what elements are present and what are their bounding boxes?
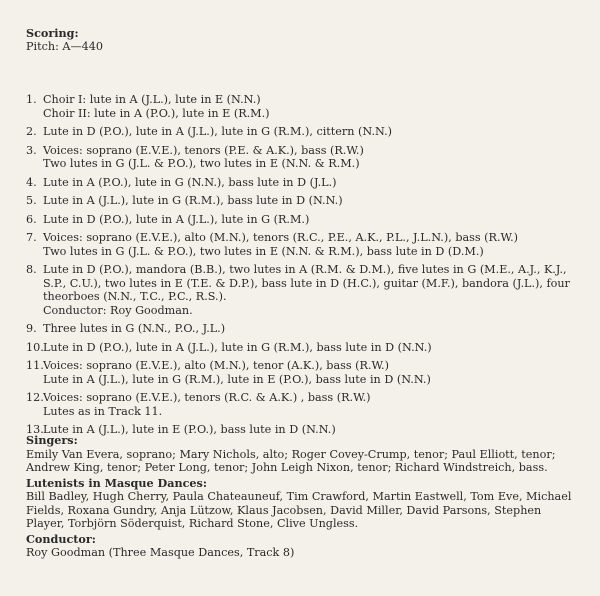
track-line: Lute in A (J.L.), lute in G (R.M.), bass lute in D (N.N.) — [43, 194, 343, 207]
track-line: Lute in A (P.O.), lute in G (N.N.), bass lute in D (J.L.) — [43, 175, 337, 189]
singers-text: Emily Van Evera, soprano; Mary Nichols, alto; Roger Covey-Crump, tenor; Paul Elliott, tenor; Andrew King, tenor; Peter Long, tenor; John Leigh Nixon, tenor; Richard Windstreich, bass. — [26, 447, 556, 474]
track-item — [26, 93, 578, 120]
track-line: Lute in D (P.O.), lute in A (J.L.), lute in G (R.M.), cittern (N.N.) — [43, 125, 393, 138]
track-item — [26, 322, 578, 336]
track-line: Lute in D (P.O.), mandora (B.B.), two lutes in A (R.M. & D.M.), five lutes in G (M.E., A.J., K.J., S.P., C.U.), two lutes in E (T.E. & D.P.), bass lute in D (H.C.), guitar (M.F.), bandora (J.L.), four theorboes (N.N., T.C., P.C., R.S.). — [43, 263, 570, 303]
track-item — [26, 213, 578, 227]
scoring-block — [26, 26, 103, 54]
track-description — [43, 213, 578, 227]
track-description — [43, 263, 578, 317]
scoring-title: Scoring: — [26, 26, 79, 40]
conductor-section — [26, 533, 578, 560]
track-description — [43, 322, 578, 336]
lutenists-text: Bill Badley, Hugh Cherry, Paula Chateauneuf, Tim Crawford, Martin Eastwell, Tom Eve, Michael Fields, Roxana Gundry, Anja Lützow, Klaus Jacobsen, David Miller, David Parsons, Stephen Player, Torbjörn Söderquist, Richard Stone, Clive Ungless. — [26, 490, 572, 530]
track-description — [43, 144, 578, 171]
track-description — [43, 391, 578, 418]
track-number: 6. — [26, 212, 37, 226]
track-number: 1. — [26, 93, 37, 106]
track-number: 13. — [26, 423, 44, 436]
lutenists-section — [26, 477, 578, 531]
pitch-line: Pitch: A—440 — [26, 40, 104, 53]
track-line: Voices: soprano (E.V.E.), tenors (P.E. & A.K.), bass (R.W.) — [43, 143, 364, 157]
track-line: Lute in D (P.O.), lute in A (J.L.), lute in G (R.M.) — [43, 212, 310, 226]
track-description — [43, 176, 578, 190]
track-item — [26, 194, 578, 208]
track-item — [26, 263, 578, 317]
track-description — [43, 194, 578, 208]
track-number: 4. — [26, 175, 37, 189]
track-line: Voices: soprano (E.V.E.), alto (M.N.), tenor (A.K.), bass (R.W.) — [43, 359, 389, 372]
track-number: 9. — [26, 322, 37, 335]
track-number: 8. — [26, 263, 37, 276]
track-number: 3. — [26, 143, 37, 157]
track-line: Lute in D (P.O.), lute in A (J.L.), lute in G (R.M.), bass lute in D (N.N.) — [43, 340, 432, 354]
track-line: Two lutes in G (J.L. & P.O.), two lutes in E (N.N. & R.M.), bass lute in D (D.M.) — [43, 244, 484, 258]
track-line: Two lutes in G (J.L. & P.O.), two lutes in E (N.N. & R.M.) — [43, 157, 360, 170]
track-item — [26, 125, 578, 139]
track-list — [26, 93, 578, 442]
credits-block — [26, 434, 578, 562]
track-line: Choir II: lute in A (P.O.), lute in E (R.M.) — [43, 106, 270, 120]
track-item — [26, 144, 578, 171]
track-line: Lutes as in Track 11. — [43, 404, 163, 418]
track-line: Choir I: lute in A (J.L.), lute in E (N.N.) — [43, 93, 261, 106]
track-description — [43, 341, 578, 355]
conductor-text: Roy Goodman (Three Masque Dances, Track 8) — [26, 546, 295, 559]
track-number: 12. — [26, 391, 44, 404]
track-description — [43, 231, 578, 258]
conductor-heading: Conductor: — [26, 531, 96, 546]
track-number: 11. — [26, 359, 44, 372]
track-line: Voices: soprano (E.V.E.), alto (M.N.), tenors (R.C., P.E., A.K., P.L., J.L.N.), bass (R.W.) — [43, 231, 518, 244]
singers-heading: Singers: — [26, 433, 78, 447]
track-line: Three lutes in G (N.N., P.O., J.L.) — [43, 322, 226, 335]
track-description — [43, 93, 578, 120]
lutenists-heading: Lutenists in Masque Dances: — [26, 475, 207, 490]
track-line: Voices: soprano (E.V.E.), tenors (R.C. & A.K.) , bass (R.W.) — [43, 391, 371, 404]
track-number: 5. — [26, 194, 37, 207]
track-description — [43, 359, 578, 386]
track-line: Lute in A (J.L.), lute in G (R.M.), lute in E (P.O.), bass lute in D (N.N.) — [43, 372, 431, 386]
track-number: 2. — [26, 125, 37, 138]
track-item — [26, 341, 578, 355]
track-item — [26, 391, 578, 418]
track-item — [26, 359, 578, 386]
track-number: 10. — [26, 340, 44, 354]
track-description — [43, 125, 578, 139]
track-line: Lute in A (J.L.), lute in E (P.O.), bass lute in D (N.N.) — [43, 423, 336, 436]
singers-section — [26, 434, 578, 475]
track-number: 7. — [26, 231, 37, 244]
track-item — [26, 231, 578, 258]
track-item — [26, 176, 578, 190]
track-line: Conductor: Roy Goodman. — [43, 303, 193, 317]
